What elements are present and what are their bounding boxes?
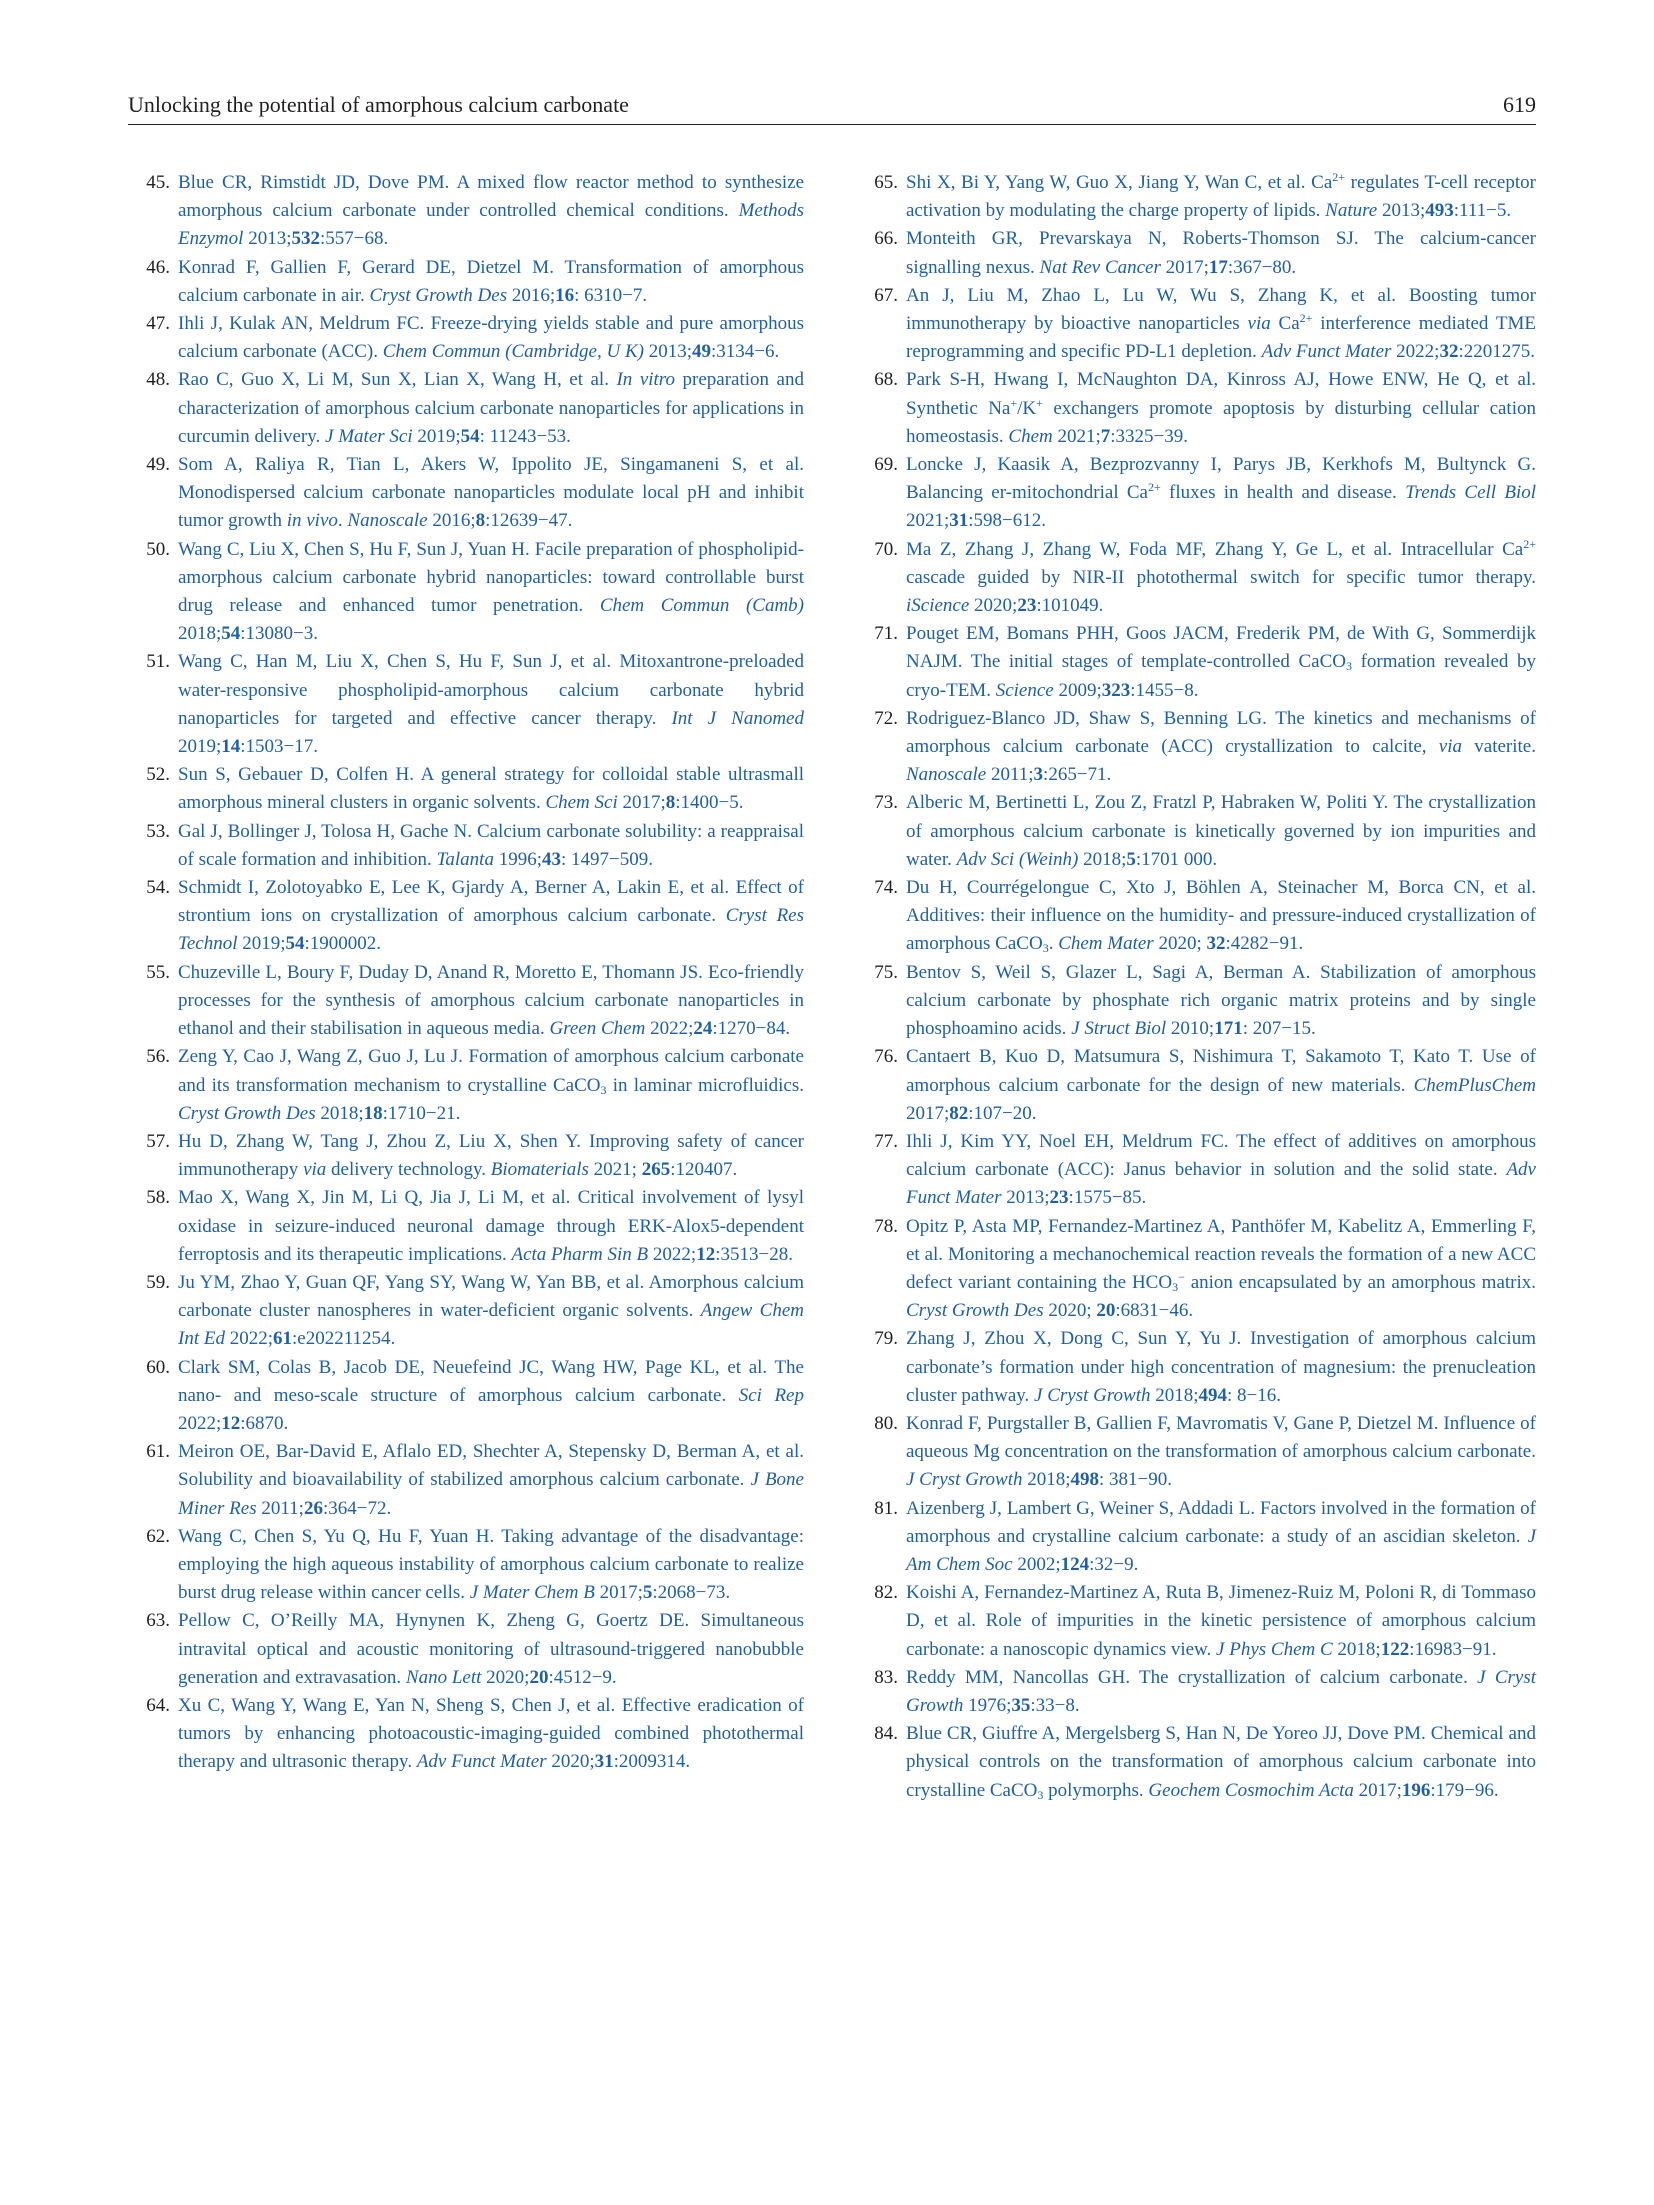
reference-link[interactable]: Konrad F, Gallien F, Gerard DE, Dietzel M. Transformation of amorphous calcium carbonate in air. Cryst Growth Des 2016;16: 6310−7. [178, 256, 804, 306]
reference-item [128, 648, 804, 761]
reference-number: 71. [874, 623, 898, 645]
reference-number: 73. [874, 792, 898, 814]
reference-number: 60. [146, 1356, 170, 1378]
reference-link[interactable]: Wang C, Han M, Liu X, Chen S, Hu F, Sun J, et al. Mitoxantrone-preloaded water-responsive phospholipid-amorphous calcium carbonate hybrid nanoparticles for targeted and effective cancer therapy. Int J Nanomed 2019;14:1503−17. [178, 651, 804, 758]
reference-item [856, 1325, 1536, 1410]
reference-number: 81. [874, 1497, 898, 1519]
reference-item [128, 959, 804, 1044]
reference-number: 69. [874, 454, 898, 476]
reference-number: 76. [874, 1046, 898, 1068]
reference-number: 63. [146, 1610, 170, 1632]
reference-link[interactable]: Sun S, Gebauer D, Colfen H. A general strategy for colloidal stable ultrasmall amorphous mineral clusters in organic solvents. Chem Sci 2017;8:1400−5. [178, 764, 804, 814]
reference-number: 50. [146, 538, 170, 560]
reference-number: 59. [146, 1271, 170, 1293]
reference-link[interactable]: Rao C, Guo X, Li M, Sun X, Lian X, Wang H, et al. In vitro preparation and characterization of amorphous calcium carbonate nanoparticles for applications in curcumin delivery. J Mater Sci 2019;54: 11243−53. [178, 369, 804, 447]
reference-item [856, 620, 1536, 705]
reference-item [128, 1354, 804, 1439]
reference-link[interactable]: Zhang J, Zhou X, Dong C, Sun Y, Yu J. Investigation of amorphous calcium carbonate’s formation under high concentration of magnesium: the prenucleation cluster pathway. J Cryst Growth 2018;494: 8−16. [906, 1328, 1536, 1406]
reference-item [856, 1128, 1536, 1213]
reference-item [856, 225, 1536, 281]
reference-number: 79. [874, 1328, 898, 1350]
reference-link[interactable]: Rodriguez-Blanco JD, Shaw S, Benning LG. The kinetics and mechanisms of amorphous calcium carbonate (ACC) crystallization to calcite, via vaterite. Nanoscale 2011;3:265−71. [906, 707, 1536, 786]
reference-link[interactable]: Ma Z, Zhang J, Zhang W, Foda MF, Zhang Y, Ge L, et al. Intracellular $Ca^{2+}$ cascade guided by NIR-II photothermal switch for specific tumor therapy. iScience 2020;23:101049. [906, 536, 1536, 617]
reference-link[interactable]: Cantaert B, Kuo D, Matsumura S, Nishimura T, Sakamoto T, Kato T. Use of amorphous calcium carbonate for the design of new materials. ChemPlusChem 2017;82:107−20. [906, 1046, 1536, 1124]
reference-number: 77. [874, 1130, 898, 1152]
reference-item [128, 1128, 804, 1184]
reference-item [128, 1438, 804, 1523]
reference-number: 68. [874, 369, 898, 391]
reference-link[interactable]: Ihli J, Kulak AN, Meldrum FC. Freeze-drying yields stable and pure amorphous calcium carbonate (ACC). Chem Commun (Cambridge, U K) 2013;49:3134−6. [178, 313, 804, 363]
reference-number: 66. [874, 228, 898, 250]
reference-number: 72. [874, 707, 898, 729]
reference-item [856, 959, 1536, 1044]
reference-number: 62. [146, 1525, 170, 1547]
reference-column-left [128, 169, 804, 1777]
reference-link[interactable]: Park S-H, Hwang I, McNaughton DA, Kinross AJ, Howe ENW, He Q, et al. Synthetic Na+/K+ exchangers promote apoptosis by disturbing cellular cation homeostasis. Chem 2021;7:3325−39. [906, 369, 1536, 447]
reference-item [128, 1607, 804, 1692]
reference-link[interactable]: Alberic M, Bertinetti L, Zou Z, Fratzl P, Habraken W, Politi Y. The crystallization of amorphous calcium carbonate is kinetically governed by ion impurities and water. Adv Sci (Weinh) 2018;5:1701 000. [906, 792, 1536, 870]
reference-number: 54. [146, 877, 170, 899]
reference-link[interactable]: Clark SM, Colas B, Jacob DE, Neuefeind JC, Wang HW, Page KL, et al. The nano- and meso-scale structure of amorphous calcium carbonate. Sci Rep 2022;12:6870. [178, 1356, 804, 1434]
reference-number: 64. [146, 1694, 170, 1716]
reference-link[interactable]: Blue CR, Rimstidt JD, Dove PM. A mixed flow reactor method to synthesize amorphous calcium carbonate under controlled chemical conditions. Methods Enzymol 2013;532:557−68. [178, 172, 804, 250]
reference-number: 47. [146, 313, 170, 335]
reference-number: 55. [146, 961, 170, 983]
reference-item [856, 1410, 1536, 1495]
reference-link[interactable]: Schmidt I, Zolotoyabko E, Lee K, Gjardy A, Berner A, Lakin E, et al. Effect of strontium ions on crystallization of amorphous calcium carbonate. Cryst Res Technol 2019;54:1900002. [178, 877, 805, 955]
reference-number: 53. [146, 820, 170, 842]
reference-item [128, 310, 804, 366]
reference-item [128, 1269, 804, 1354]
reference-item [856, 169, 1536, 225]
reference-number: 78. [874, 1215, 898, 1237]
reference-item [856, 1043, 1536, 1128]
reference-item [856, 789, 1536, 874]
reference-link[interactable]: Mao X, Wang X, Jin M, Li Q, Jia J, Li M, et al. Critical involvement of lysyl oxidase in seizure-induced neuronal damage through ERK-Alox5-dependent ferroptosis and its therapeutic implications. Acta Pharm Sin B 2022;12:3513−28. [178, 1187, 804, 1265]
reference-item [856, 1213, 1536, 1326]
reference-link[interactable]: Opitz P, Asta MP, Fernandez-Martinez A, Panthöfer M, Kabelitz A, Emmerling F, et al. Monitoring a mechanochemical reaction reveals the formation of a new ACC defect variant containing the $HCO_3^-$ anion encapsulated by an amorphous matrix. Cryst Growth Des 2020; 20:6831−46. [906, 1215, 1537, 1322]
reference-number: 65. [874, 172, 898, 193]
running-header [128, 90, 1536, 125]
reference-number: 80. [874, 1412, 898, 1434]
reference-item [856, 1495, 1536, 1580]
reference-link[interactable]: Pouget EM, Bomans PHH, Goos JACM, Frederik PM, de With G, Sommerdijk NAJM. The initial stages of template-controlled CaCO$_3$ formation revealed by cryo-TEM. Science 2009;323:1455−8. [906, 623, 1536, 701]
reference-number: 84. [874, 1723, 898, 1745]
reference-link[interactable]: Shi X, Bi Y, Yang W, Guo X, Jiang Y, Wan C, et al. $Ca^{2+}$ regulates T-cell receptor activation by modulating the charge property of lipids. Nature 2013;493:111−5. [906, 170, 1536, 222]
reference-item [128, 818, 804, 874]
reference-link[interactable]: An J, Liu M, Zhao L, Lu W, Wu S, Zhang K, et al. Boosting tumor immunotherapy by bioactive nanoparticles via $Ca^{2+}$ interference mediated TME reprogramming and specific PD-L1 depletion. Adv Funct Mater 2022;32:2201275. [906, 284, 1537, 363]
reference-link[interactable]: Bentov S, Weil S, Glazer L, Sagi A, Berman A. Stabilization of amorphous calcium carbonate by phosphate rich organic matrix proteins and by single phosphoamino acids. J Struct Biol 2010;171: 207−15. [906, 961, 1536, 1040]
reference-item [856, 874, 1536, 959]
reference-number: 52. [146, 764, 170, 786]
reference-item [856, 282, 1536, 367]
reference-number: 75. [874, 961, 898, 983]
reference-link[interactable]: Meiron OE, Bar-David E, Aflalo ED, Shechter A, Stepensky D, Berman A, et al. Solubility and bioavailability of stabilized amorphous calcium carbonate. J Bone Miner Res 2011;26:364−72. [178, 1441, 804, 1519]
reference-number: 45. [146, 172, 170, 193]
reference-number: 56. [146, 1046, 170, 1068]
reference-link[interactable]: Zeng Y, Cao J, Wang Z, Guo J, Lu J. Formation of amorphous calcium carbonate and its transformation mechanism to crystalline CaCO$_3$ in laminar microfluidics. Cryst Growth Des 2018;18:1710−21. [178, 1046, 804, 1124]
reference-link[interactable]: Wang C, Liu X, Chen S, Hu F, Sun J, Yuan H. Facile preparation of phospholipid-amorphous calcium carbonate hybrid nanoparticles: toward controllable burst drug release and enhanced tumor penetration. Chem Commun (Camb) 2018;54:13080−3. [178, 538, 804, 645]
reference-link[interactable]: Reddy MM, Nancollas GH. The crystallization of calcium carbonate. J Cryst Growth 1976;35:33−8. [906, 1666, 1537, 1716]
reference-number: 83. [874, 1666, 898, 1688]
reference-item [128, 874, 804, 959]
reference-item [856, 1579, 1536, 1664]
reference-item [128, 366, 804, 451]
reference-link[interactable]: Gal J, Bollinger J, Tolosa H, Gache N. Calcium carbonate solubility: a reappraisal of scale formation and inhibition. Talanta 1996;43: 1497−509. [178, 820, 804, 870]
reference-item [128, 1043, 804, 1128]
reference-item [128, 1184, 804, 1269]
reference-link[interactable]: Koishi A, Fernandez-Martinez A, Ruta B, Jimenez-Ruiz M, Poloni R, di Tommaso D, et al. Role of impurities in the kinetic persistence of amorphous calcium carbonate: a nanoscopic dynamics view. J Phys Chem C 2018;122:16983−91. [906, 1582, 1536, 1660]
reference-number: 82. [874, 1582, 898, 1604]
reference-link[interactable]: Ju YM, Zhao Y, Guan QF, Yang SY, Wang W, Yan BB, et al. Amorphous calcium carbonate cluster nanospheres in water-deficient organic solvents. Angew Chem Int Ed 2022;61:e202211254. [178, 1271, 804, 1350]
reference-number: 70. [874, 538, 898, 560]
reference-item [128, 1523, 804, 1608]
reference-number: 57. [146, 1130, 170, 1152]
reference-link[interactable]: Ihli J, Kim YY, Noel EH, Meldrum FC. The effect of additives on amorphous calcium carbonate (ACC): Janus behavior in solution and the solid state. Adv Funct Mater 2013;23:1575−85. [906, 1130, 1536, 1209]
reference-item [856, 366, 1536, 451]
reference-item [856, 536, 1536, 621]
reference-number: 67. [874, 284, 898, 306]
reference-link[interactable]: Du H, Courrégelongue C, Xto J, Böhlen A, Steinacher M, Borca CN, et al. Additives: their influence on the humidity- and pressure-induced crystallization of amorphous CaCO$_3$. Chem Mater 2020; 32:4282−91. [906, 877, 1536, 956]
reference-item [128, 536, 804, 649]
reference-item [856, 1720, 1536, 1805]
reference-number: 48. [146, 369, 170, 391]
reference-item [128, 169, 804, 254]
reference-number: 46. [146, 256, 170, 278]
reference-item [856, 451, 1536, 536]
reference-column-right [856, 169, 1536, 1805]
reference-number: 61. [146, 1441, 170, 1463]
reference-link[interactable]: Loncke J, Kaasik A, Bezprozvanny I, Parys JB, Kerkhofs M, Bultynck G. Balancing er-mitochondrial $Ca^{2+}$ fluxes in health and disease. Trends Cell Biol 2021;31:598−612. [906, 454, 1536, 532]
reference-number: 74. [874, 877, 898, 899]
reference-link[interactable]: Xu C, Wang Y, Wang E, Yan N, Sheng S, Chen J, et al. Effective eradication of tumors by enhancing photoacoustic-imaging-guided combined photothermal therapy and ultrasonic therapy. Adv Funct Mater 2020;31:2009314. [178, 1694, 804, 1773]
reference-link[interactable]: Hu D, Zhang W, Tang J, Zhou Z, Liu X, Shen Y. Improving safety of cancer immunotherapy via delivery technology. Biomaterials 2021; 265:120407. [178, 1130, 804, 1181]
reference-link[interactable]: Aizenberg J, Lambert G, Weiner S, Addadi L. Factors involved in the formation of amorphous and crystalline calcium carbonate: a study of an ascidian skeleton. J Am Chem Soc 2002;124:32−9. [906, 1497, 1536, 1575]
reference-item [856, 1664, 1536, 1720]
reference-item [128, 761, 804, 817]
reference-number: 51. [146, 651, 170, 673]
page-number: 619 [1503, 92, 1536, 117]
reference-number: 49. [146, 454, 170, 476]
reference-item [128, 1692, 804, 1777]
reference-link[interactable]: Wang C, Chen S, Yu Q, Hu F, Yuan H. Taking advantage of the disadvantage: employing the high aqueous instability of amorphous calcium carbonate to realize burst drug release within cancer cells. J Mater Chem B 2017;5:2068−73. [178, 1525, 804, 1604]
reference-link[interactable]: Konrad F, Purgstaller B, Gallien F, Mavromatis V, Gane P, Dietzel M. Influence of aqueous Mg concentration on the transformation of amorphous calcium carbonate. J Cryst Growth 2018;498: 381−90. [906, 1412, 1536, 1491]
reference-link[interactable]: Pellow C, O’Reilly MA, Hynynen K, Zheng G, Goertz DE. Simultaneous intravital optical and acoustic monitoring of ultrasound-triggered nanobubble generation and extravasation. Nano Lett 2020;20:4512−9. [178, 1610, 804, 1688]
reference-link[interactable]: Som A, Raliya R, Tian L, Akers W, Ippolito JE, Singamaneni S, et al. Monodispersed calcium carbonate nanoparticles modulate local pH and inhibit tumor growth in vivo. Nanoscale 2016;8:12639−47. [178, 454, 804, 532]
reference-link[interactable]: Blue CR, Giuffre A, Mergelsberg S, Han N, De Yoreo JJ, Dove PM. Chemical and physical controls on the transformation of amorphous calcium carbonate into crystalline CaCO$_3$ polymorphs. Geochem Cosmochim Acta 2017;196:179−96. [906, 1723, 1536, 1802]
reference-number: 58. [146, 1187, 170, 1209]
reference-item [128, 451, 804, 536]
reference-item [856, 705, 1536, 790]
reference-link[interactable]: Monteith GR, Prevarskaya N, Roberts-Thomson SJ. The calcium-cancer signalling nexus. Nat Rev Cancer 2017;17:367−80. [906, 228, 1536, 278]
reference-link[interactable]: Chuzeville L, Boury F, Duday D, Anand R, Moretto E, Thomann JS. Eco-friendly processes for the synthesis of amorphous calcium carbonate nanoparticles in ethanol and their stabilisation in aqueous media. Green Chem 2022;24:1270−84. [178, 961, 804, 1040]
running-title: Unlocking the potential of amorphous calcium carbonate [128, 92, 629, 117]
reference-item [128, 254, 804, 310]
